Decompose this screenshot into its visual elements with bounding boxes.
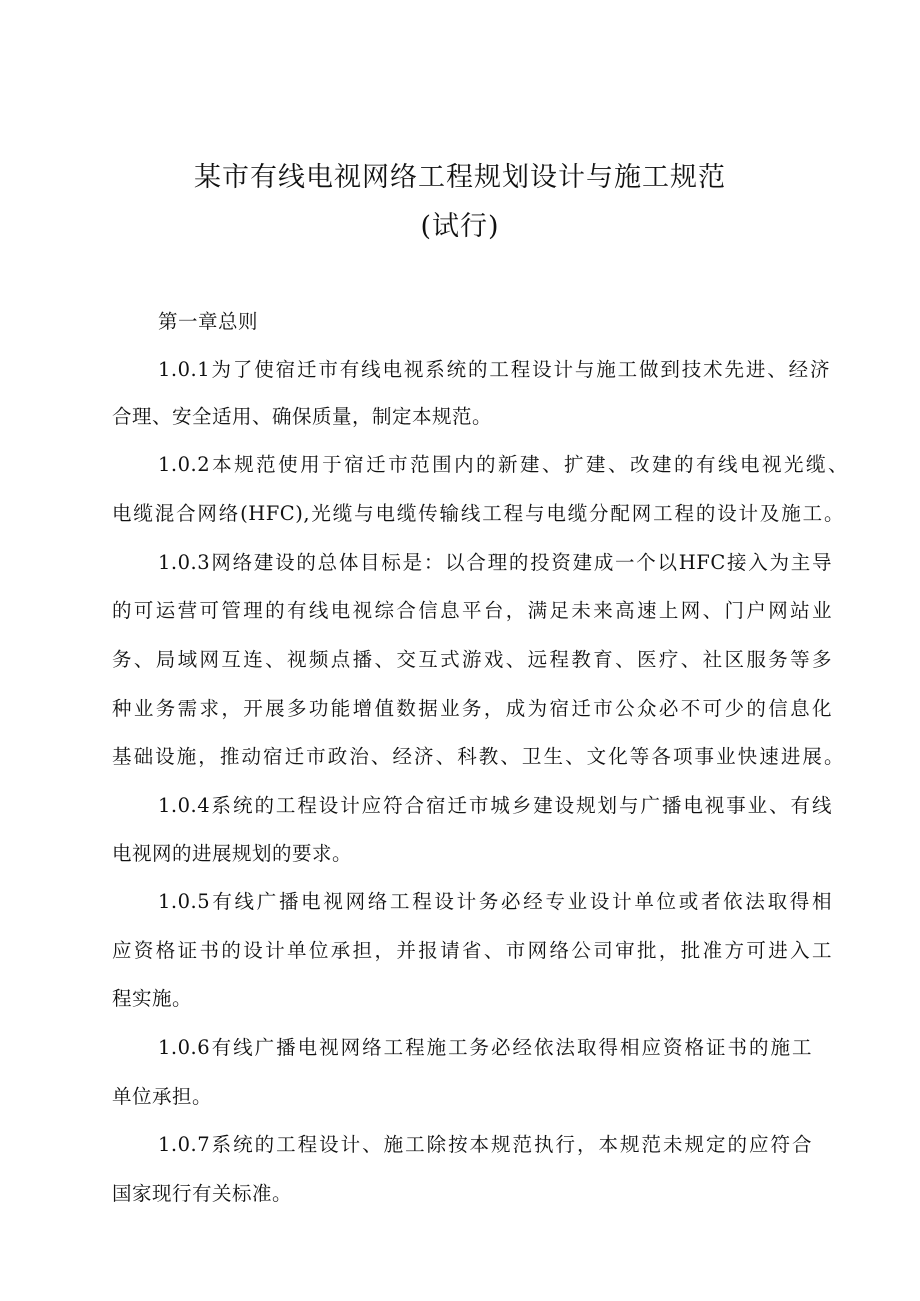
document-title: 某市有线电视网络工程规划设计与施工规范	[194, 162, 726, 193]
clause-1-0-7-line-1: 1.0.7系统的工程设计、施工除按本规范执行，本规范未规定的应符合	[158, 1133, 812, 1156]
clause-1-0-6-line-2: 单位承担。	[112, 1085, 213, 1108]
clause-1-0-3-line-3: 务、局域网互连、视频点播、交互式游戏、远程教育、医疗、社区服务等多	[112, 648, 832, 671]
clause-1-0-1-line-2: 合理、安全适用、确保质量，制定本规范。	[112, 405, 493, 428]
clause-1-0-7-line-2: 国家现行有关标准。	[112, 1182, 293, 1205]
clause-1-0-4-line-1: 1.0.4系统的工程设计应符合宿迁市城乡建设规划与广播电视事业、有线	[158, 794, 832, 817]
clause-1-0-3-line-4: 种业务需求，开展多功能增值数据业务，成为宿迁市公众必不可少的信息化	[112, 697, 832, 720]
clause-1-0-3-line-5: 基础设施，推动宿迁市政治、经济、科教、卫生、文化等各项事业快速进展。	[112, 745, 844, 768]
document-subtitle: (试行)	[420, 211, 500, 242]
clause-1-0-2-line-2: 电缆混合网络(HFC),光缆与电缆传输线工程与电缆分配网工程的设计及施工。	[112, 502, 844, 525]
clause-1-0-3-line-2: 的可运营可管理的有线电视综合信息平台，满足未来高速上网、门户网站业	[112, 599, 832, 622]
clause-1-0-1-line-1: 1.0.1为了使宿迁市有线电视系统的工程设计与施工做到技术先进、经济	[158, 358, 830, 381]
clause-1-0-2-line-1: 1.0.2本规范使用于宿迁市范围内的新建、扩建、改建的有线电视光缆、	[158, 453, 848, 476]
clause-1-0-5-line-1: 1.0.5有线广播电视网络工程设计务必经专业设计单位或者依法取得相	[158, 890, 832, 913]
clause-1-0-6-line-1: 1.0.6有线广播电视网络工程施工务必经依法取得相应资格证书的施工	[158, 1036, 812, 1059]
clause-1-0-4-line-2: 电视网的进展规划的要求。	[112, 842, 353, 865]
chapter-heading: 第一章总则	[158, 310, 259, 333]
clause-1-0-5-line-2: 应资格证书的设计单位承担，并报请省、市网络公司审批，批准方可进入工	[112, 939, 832, 962]
clause-1-0-5-line-3: 程实施。	[112, 987, 193, 1010]
clause-1-0-3-line-1: 1.0.3网络建设的总体目标是：以合理的投资建成一个以HFC接入为主导	[158, 551, 832, 574]
